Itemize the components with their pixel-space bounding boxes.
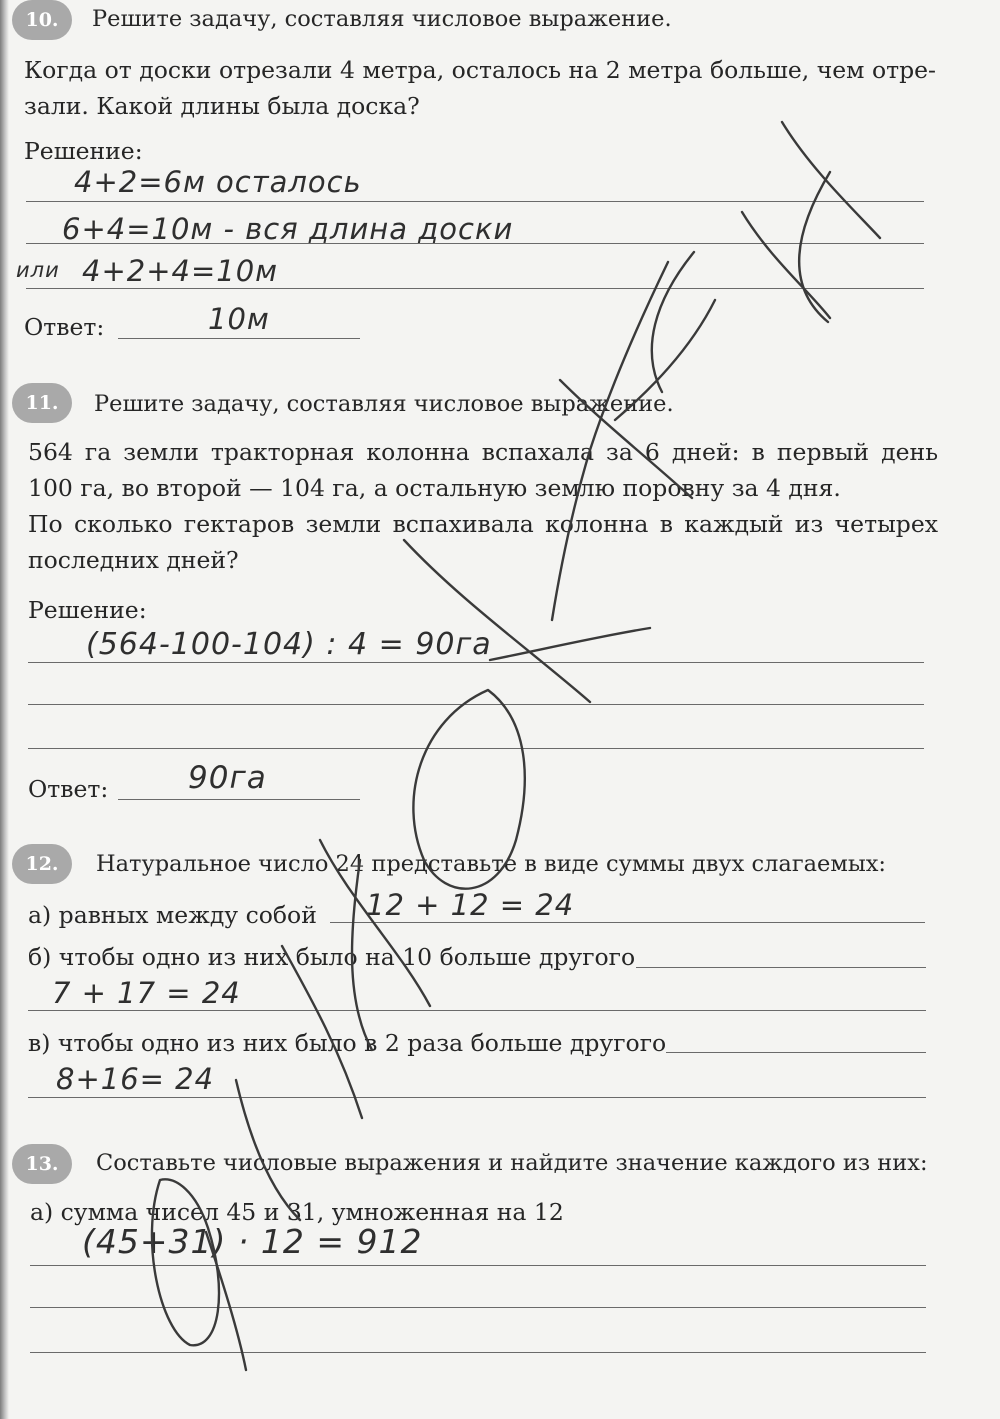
scribble-stroke <box>413 690 524 889</box>
task-12-part-a-label: а) равных между собой <box>28 901 317 929</box>
task-13-heading: Составьте числовые выражения и найдите значение каждого из них: <box>96 1150 928 1176</box>
task-10-heading: Решите задачу, составляя числовое выражение. <box>92 6 672 32</box>
task-10-handwritten-prefix: или <box>16 258 60 282</box>
scribble-stroke <box>552 262 668 620</box>
task-10-number-badge: 10. <box>12 0 72 40</box>
task-13-part-a-handwritten-answer: (45+31) · 12 = 912 <box>82 1222 423 1261</box>
scribble-stroke <box>782 122 880 238</box>
scribble-stroke <box>560 380 692 498</box>
task-11-number-badge: 11. <box>12 383 72 423</box>
scribble-stroke <box>152 1179 219 1345</box>
scribble-stroke <box>352 860 372 1050</box>
task-10-problem-line-1: Когда от доски отрезали 4 метра, осталось на 2 метра больше, чем отре- <box>24 56 936 84</box>
task-11-heading: Решите задачу, составляя числовое выражение. <box>94 391 674 417</box>
task-10-problem-line-2: зали. Какой длины была доска? <box>24 92 420 120</box>
task-12-part-c-label: в) чтобы одно из них было в 2 раза больше другого <box>28 1029 667 1057</box>
task-12-part-c-handwritten-answer: 8+16= 24 <box>56 1062 215 1096</box>
scribble-stroke <box>490 628 650 660</box>
task-12-heading: Натуральное число 24 представьте в виде суммы двух слагаемых: <box>96 851 887 877</box>
scribble-stroke <box>282 946 362 1118</box>
task-11-problem-line-3: По сколько гектаров земли вспахивала колонна в каждый из четырех <box>28 510 938 538</box>
task-10-solution-label: Решение: <box>24 137 143 165</box>
task-12-number-badge: 12. <box>12 844 72 884</box>
scribble-stroke <box>320 840 430 1006</box>
task-13-part-a-label: а) сумма чисел 45 и 31, умноженная на 12 <box>30 1198 564 1226</box>
scribble-stroke <box>742 212 830 318</box>
task-10-handwritten-line-2: 6+4=10м - вся длина доски <box>62 212 514 246</box>
task-11-handwritten-solution: (564-100-104) : 4 = 90га <box>86 627 492 662</box>
task-11-solution-label: Решение: <box>28 596 147 624</box>
task-11-answer-label: Ответ: <box>28 775 109 803</box>
task-11-problem-line-4: последних дней? <box>28 546 239 574</box>
task-10-handwritten-line-3: 4+2+4=10м <box>82 254 279 288</box>
task-10-handwritten-answer: 10м <box>208 302 270 336</box>
task-11-problem-line-1: 564 га земли тракторная колонна вспахала за 6 дней: в первый день <box>28 438 938 466</box>
scribble-stroke <box>652 252 694 392</box>
task-10-handwritten-line-1: 4+2=6м осталось <box>74 165 362 199</box>
task-12-part-a-handwritten-answer: 12 + 12 = 24 <box>366 888 575 922</box>
task-11-problem-line-2: 100 га, во второй — 104 га, а остальную землю поровну за 4 дня. <box>28 474 841 502</box>
scribble-stroke <box>236 1080 300 1220</box>
scribble-stroke <box>615 300 715 420</box>
task-12-part-b-handwritten-answer: 7 + 17 = 24 <box>52 976 241 1010</box>
task-10-answer-label: Ответ: <box>24 313 105 341</box>
task-11-handwritten-answer: 90га <box>188 760 267 796</box>
task-13-number-badge: 13. <box>12 1144 72 1184</box>
task-12-part-b-label: б) чтобы одно из них было на 10 больше другого <box>28 943 636 971</box>
scribble-stroke <box>206 1232 246 1370</box>
